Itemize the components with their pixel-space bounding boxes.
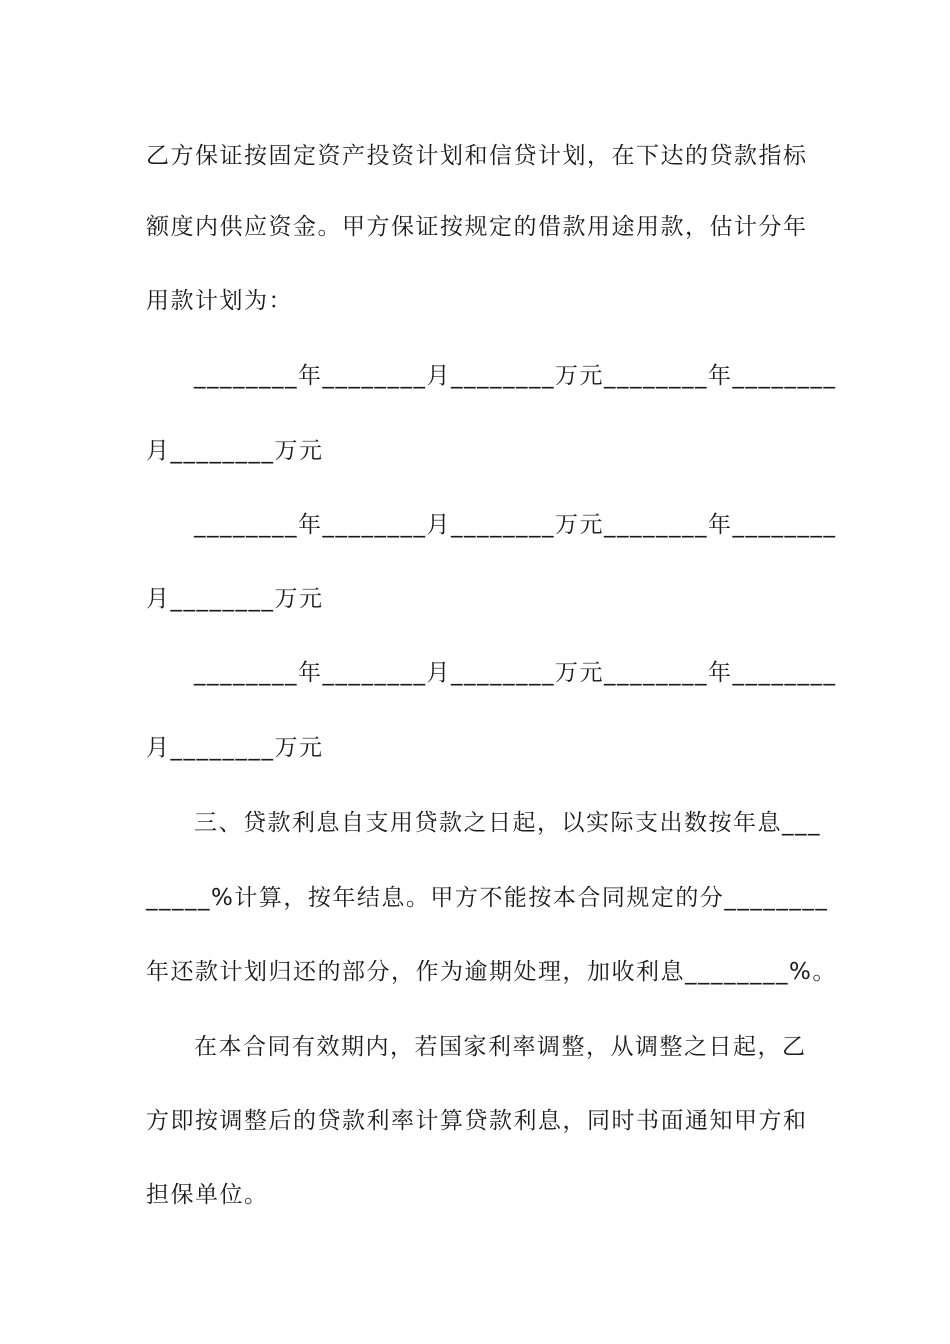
interest-clause-line-2: _____%计算，按年结息。甲方不能按本合同规定的分________ [146,885,829,911]
schedule-line-3: ________年________月________万元________年________ [194,660,837,686]
paragraph-line-3: 用款计划为： [146,288,293,314]
rate-adjust-line-2: 方即按调整后的贷款利率计算贷款利息，同时书面通知甲方和 [146,1108,808,1134]
paragraph-line-1: 乙方保证按固定资产投资计划和信贷计划，在下达的贷款指标 [146,143,808,169]
paragraph-line-2: 额度内供应资金。甲方保证按规定的借款用途用款，估计分年 [146,214,808,240]
schedule-line-2-cont: 月________万元 [146,586,324,612]
schedule-line-2: ________年________月________万元________年________ [194,512,837,538]
rate-adjust-line-1: 在本合同有效期内，若国家利率调整，从调整之日起，乙 [194,1034,807,1060]
schedule-line-3-cont: 月________万元 [146,735,324,761]
interest-clause-line-3: 年还款计划归还的部分，作为逾期处理，加收利息________%。 [146,959,837,985]
rate-adjust-line-3: 担保单位。 [146,1182,269,1208]
interest-clause-line-1: 三、贷款利息自支用贷款之日起，以实际支出数按年息___ [194,810,821,836]
schedule-line-1: ________年________月________万元________年________ [194,363,837,389]
schedule-line-1-cont: 月________万元 [146,438,324,464]
